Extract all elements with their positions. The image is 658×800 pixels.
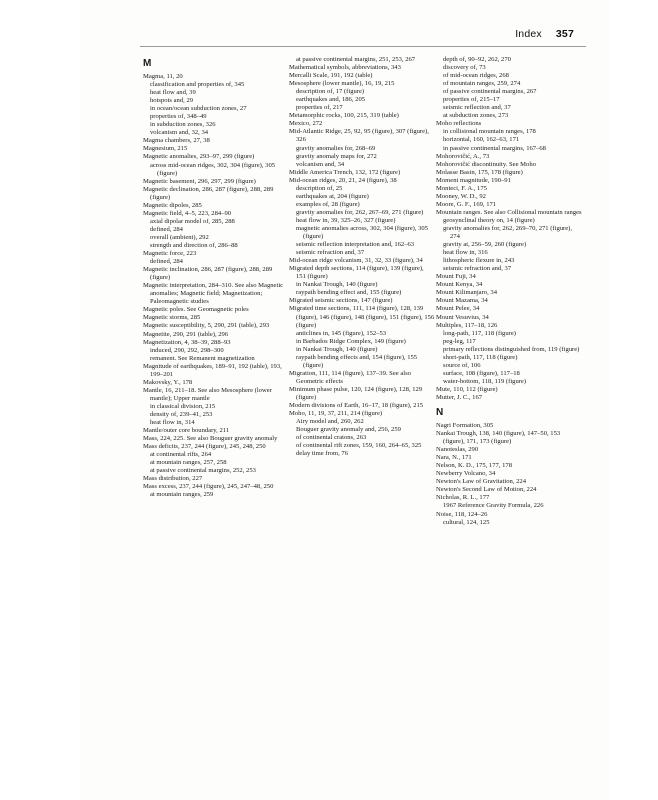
index-entry: Migrated time sections, 111, 114 (figure), 128, 139 (figure), 146 (figure), 148 (figure), 151 (figure), 156 (figure) (289, 305, 435, 329)
index-subentry: in Nankai Trough, 140 (figure) (296, 345, 378, 353)
index-entry: Magnetic interpretation, 284–310. See also Magnetic anomalies; Magnetic field; Magnetization; Paleomagnetic studies (143, 282, 284, 306)
index-entry: Mount Fuji, 34 (436, 273, 476, 281)
index-entry: Mantle/outer core boundary, 211 (143, 427, 230, 435)
index-subentry: 1967 Reference Gravity Formula, 226 (443, 502, 544, 510)
index-subentry: of mid-ocean ridges, 268 (443, 72, 509, 80)
index-subentry: at subduction zones, 273 (443, 112, 509, 120)
index-entry: Monteci, F. A., 175 (436, 184, 487, 192)
index-subentry: raypath bending effects and, 154 (figure), 155 (figure) (296, 353, 418, 369)
index-subentry: in passive continental margins, 167–68 (443, 144, 546, 152)
index-entry: Migration, 111, 114 (figure), 137–39. See also Geometric effects (289, 369, 411, 385)
index-entry: Nanoteslas, 290 (436, 446, 479, 454)
index-subentry: source of, 106 (443, 361, 481, 369)
index-subentry: volcanism and, 32, 34 (150, 129, 209, 137)
index-subentry: hotspots and, 29 (150, 97, 194, 105)
index-entry: Mohorovičić, A., 73 (436, 152, 490, 160)
index-entry: Moment magnitude, 190–91 (436, 176, 511, 184)
index-subentry: lithospheric flexure in, 243 (443, 257, 515, 265)
index-subentry: induced, 290, 292, 298–300 (150, 346, 224, 354)
index-entry: Multiples, 117–18, 126 (436, 321, 498, 329)
index-subentry: in Nankai Trough, 140 (figure) (296, 281, 378, 289)
index-subentry: of continental rift zones, 159, 160, 264–65, 325 (296, 442, 422, 450)
index-subentry: at mountain ranges, 257, 258 (150, 459, 227, 467)
index-subentry: strength and direction of, 286–88 (150, 241, 238, 249)
index-entry: Mount Vesuvius, 34 (436, 313, 489, 321)
index-entry: Magma chambers, 27, 38 (143, 137, 210, 145)
index-subentry: water-bottom, 118, 119 (figure) (443, 377, 527, 385)
index-entry: Mass, 224, 225. See also Bouguer gravity anomaly (143, 435, 278, 443)
index-subentry: of passive continental margins, 267 (443, 88, 537, 96)
index-subentry: Airy model and, 260, 262 (296, 418, 364, 426)
index-entry: Moho reflections (436, 120, 482, 128)
index-subentry: seismic refraction and, 37 (296, 249, 365, 257)
index-subentry: density of, 239–41, 253 (150, 410, 213, 418)
index-subentry: Bouguer gravity anomaly and, 256, 259 (296, 426, 401, 434)
index-entry: Moho, 11, 19, 37, 211, 214 (figure) (289, 410, 383, 418)
index-subentry: discovery of, 73 (443, 64, 486, 72)
index-subentry: in collisional mountain ranges, 178 (443, 128, 536, 136)
index-subentry: peg-leg, 117 (443, 337, 476, 345)
section-letter-m: M (143, 58, 152, 69)
index-entry: Magnetic field, 4–5, 223, 284–90 (143, 209, 232, 217)
page-number: 357 (555, 28, 574, 40)
index-subentry: heat flow in, 39, 325–26, 327 (figure) (296, 216, 396, 224)
index-entry: Migrated seismic sections, 147 (figure) (289, 297, 393, 305)
index-subentry: heat flow in, 314 (150, 419, 195, 427)
index-column-1 (143, 56, 289, 499)
index-entry: Mesosphere (lower mantle), 16, 19, 215 (289, 80, 395, 88)
index-subentry: examples of, 28 (figure) (296, 200, 360, 208)
index-subentry: raypath bending effect and, 155 (figure) (296, 289, 402, 297)
index-subentry: seismic reflection and, 37 (443, 104, 511, 112)
index-entry: Nankai Trough, 138, 140 (figure), 147–50, 153 (figure), 171, 173 (figure) (436, 430, 561, 446)
index-entry: Modern divisions of Earth, 16–17, 18 (figure), 215 (289, 402, 424, 410)
index-entry: Magnetic inclination, 286, 287 (figure), 288, 289 (figure) (143, 266, 273, 282)
index-entry: Mid-Atlantic Ridge, 25, 92, 95 (figure), 307 (figure), 326 (289, 128, 429, 144)
index-entry: Minimum phase pulse, 120, 124 (figure), 128, 129 (figure) (289, 385, 423, 401)
index-subentry: horizontal, 160, 162–63, 171 (443, 136, 520, 144)
index-entry: Mid-ocean ridge volcanism, 31, 32, 33 (figure), 34 (289, 257, 423, 265)
index-column-2 (289, 56, 435, 458)
index-subentry: of mountain ranges, 259, 274 (443, 80, 521, 88)
index-entry: Magnetic basement, 296, 297, 299 (figure) (143, 177, 256, 185)
index-subentry: across mid-ocean ridges, 302, 304 (figure), 305 (figure) (150, 161, 276, 177)
running-head-title: Index (515, 28, 542, 40)
column-entries (143, 73, 289, 499)
index-subentry: properties of, 215–17 (443, 96, 500, 104)
index-subentry: earthquakes at, 204 (figure) (296, 192, 369, 200)
index-subentry: at passive continental margins, 252, 253 (150, 467, 256, 475)
index-entry: Magnesium, 215 (143, 145, 188, 153)
index-entry: Mercalli Scale, 191, 192 (table) (289, 72, 373, 80)
index-subentry: geosynclinal theory on, 14 (figure) (443, 216, 535, 224)
index-entry: Mount Kenya, 34 (436, 281, 483, 289)
index-subentry: classification and properties of, 345 (150, 81, 245, 89)
index-entry: Nagri Formation, 305 (436, 422, 494, 430)
index-subentry: at continental rifts, 264 (150, 451, 212, 459)
index-subentry: remanent. See Remanent magnetization (150, 354, 255, 362)
index-subentry: at passive continental margins, 251, 253, 267 (296, 56, 416, 63)
index-entry: Magma, 11, 20 (143, 73, 183, 80)
index-subentry: description of, 25 (296, 184, 343, 192)
index-subentry: primary reflections distinguished from, 119 (figure) (443, 345, 580, 353)
index-entry: Moore, G. F., 169, 171 (436, 200, 497, 208)
index-entry: Noise, 118, 124–26 (436, 510, 488, 518)
index-entry: Magnitude of earthquakes, 189–91, 192 (table), 193, 199–201 (143, 362, 282, 378)
index-entry: Magnetic force, 223 (143, 250, 197, 258)
index-subentry: heat flow and, 39 (150, 89, 196, 97)
index-subentry: in subduction zones, 326 (150, 121, 216, 129)
index-subentry: volcanism and, 34 (296, 160, 345, 168)
index-subentry: in ocean/ocean subduction zones, 27 (150, 105, 247, 113)
index-subentry: depth of, 90–92, 262, 270 (443, 56, 511, 63)
index-entry: Nara, N., 171 (436, 454, 472, 462)
index-entry: Mutter, J. C., 167 (436, 393, 483, 401)
section-letter-n: N (436, 407, 444, 419)
column-entries (289, 56, 435, 458)
index-entry: Mount Kilimanjaro, 34 (436, 289, 497, 297)
index-subentry: defined, 284 (150, 258, 183, 266)
index-entry: Mountain ranges. See also Collisional mountain ranges (436, 208, 582, 216)
index-subentry: defined, 284 (150, 225, 183, 233)
index-subentry: delay time from, 76 (296, 450, 349, 458)
index-subentry: at mountain ranges, 259 (150, 491, 214, 499)
running-head (515, 28, 574, 40)
index-entry: Mooney, W. D., 92 (436, 192, 486, 200)
index-entry: Makovsky, Y., 178 (143, 378, 193, 386)
index-entry: Magnetic storms, 285 (143, 314, 201, 322)
index-entry: Mute, 110, 112 (figure) (436, 385, 498, 393)
index-entry: Mid-ocean ridges, 20, 21, 24 (figure), 38 (289, 176, 397, 184)
index-subentry: in classical division, 215 (150, 402, 216, 410)
index-subentry: properties of, 348–49 (150, 113, 207, 121)
index-entry: Metamorphic rocks, 100, 215, 319 (table) (289, 112, 399, 120)
index-entry: Nicholas, R. L., 177 (436, 494, 490, 502)
index-subentry: anticlines in, 145 (figure), 152–53 (296, 329, 387, 337)
index-subentry: seismic reflection interpretation and, 162–63 (296, 241, 415, 249)
header-rule (140, 46, 586, 47)
index-subentry: gravity anomaly maps for, 272 (296, 152, 377, 160)
index-subentry: overall (ambient), 292 (150, 233, 209, 241)
index-subentry: gravity anomalies for, 268–69 (296, 144, 376, 152)
index-entry: Newton's Second Law of Motion, 224 (436, 486, 537, 494)
index-entry: Mass excess, 237, 244 (figure), 245, 247–48, 250 (143, 483, 274, 491)
index-entry: Newton's Law of Gravitation, 224 (436, 478, 527, 486)
index-entry: Magnetic poles. See Geomagnetic poles (143, 306, 249, 314)
index-subentry: earthquakes and, 186, 205 (296, 96, 366, 104)
index-entry: Mathematical symbols, abbreviations, 343 (289, 64, 401, 72)
index-entry: Mohorovičić discontinuity. See Moho (436, 160, 536, 168)
index-subentry: cultural, 124, 125 (443, 518, 490, 526)
column-entries (436, 56, 582, 402)
index-entry: Magnetic anomalies, 293–97, 299 (figure) (143, 153, 255, 161)
index-entry: Mount Pelee, 34 (436, 305, 480, 313)
index-entry: Magnetic declination, 286, 287 (figure), 288, 289 (figure) (143, 185, 274, 201)
index-subentry: gravity anomalies for, 262, 267–69, 271 (figure) (296, 208, 424, 216)
column-entries (436, 422, 582, 527)
index-entry: Migrated depth sections, 114 (figure), 139 (figure), 151 (figure) (289, 265, 424, 281)
index-subentry: long-path, 117, 118 (figure) (443, 329, 516, 337)
index-entry: Magnetite, 290, 291 (table), 296 (143, 330, 229, 338)
index-entry: Mantle, 16, 211–18. See also Mesosphere (lower mantle); Upper mantle (143, 386, 272, 402)
index-subentry: magnetic anomalies across, 302, 304 (figure), 305 (figure) (296, 224, 429, 241)
index-subentry: short-path, 117, 118 (figure) (443, 353, 518, 361)
index-subentry: in Barbados Ridge Complex, 149 (figure) (296, 337, 406, 345)
index-entry: Mexico, 272 (289, 120, 323, 128)
index-subentry: surface, 108 (figure), 117–18 (443, 369, 520, 377)
index-subentry: gravity at, 256–59, 260 (figure) (443, 241, 527, 249)
index-entry: Middle America Trench, 132, 172 (figure) (289, 168, 401, 176)
index-entry: Mass distribution, 227 (143, 475, 203, 483)
index-entry: Molasse Basin, 175, 178 (figure) (436, 168, 523, 176)
index-entry: Newberry Volcano, 34 (436, 470, 496, 478)
index-subentry: description of, 17 (figure) (296, 88, 365, 96)
index-subentry: seismic refraction and, 37 (443, 265, 512, 273)
index-entry: Magnetization, 4, 38–39, 288–93 (143, 338, 231, 346)
index-subentry: of continental cratons, 263 (296, 434, 367, 442)
index-column-3 (436, 56, 582, 527)
index-entry: Nelson, K. D., 175, 177, 178 (436, 462, 513, 470)
index-entry: Mount Mazama, 34 (436, 297, 488, 305)
index-entry: Magnetic susceptibility, 5, 290, 291 (table), 293 (143, 322, 270, 330)
index-entry: Mass deficits, 237, 244 (figure), 245, 248, 250 (143, 443, 266, 451)
index-subentry: gravity anomalies for, 262, 269–70, 271 (figure), 274 (443, 224, 573, 241)
index-entry: Magnetic dipoles, 285 (143, 201, 202, 209)
index-subentry: heat flow in, 316 (443, 249, 488, 257)
index-subentry: properties of, 217 (296, 104, 343, 112)
index-subentry: axial dipolar model of, 285, 288 (150, 217, 235, 225)
